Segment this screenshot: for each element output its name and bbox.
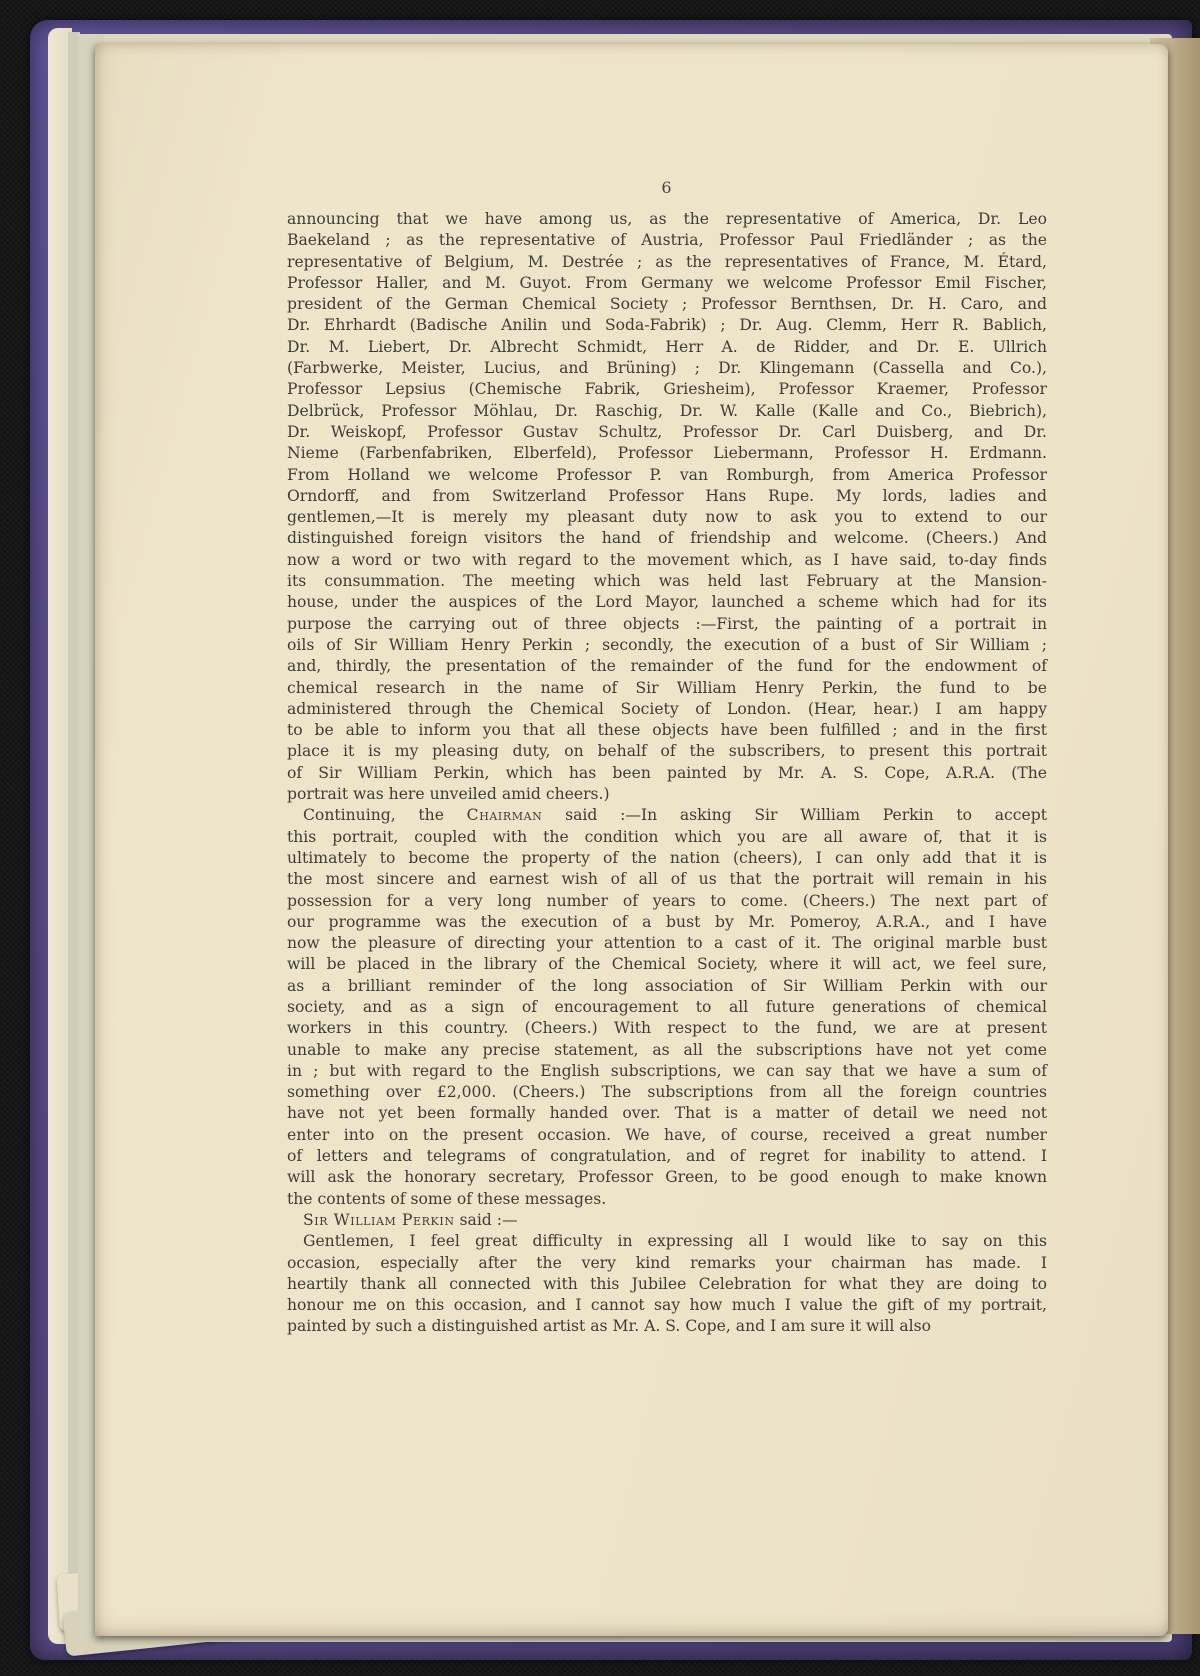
text-line: distinguished foreign visitors the hand of friendship and welcome. (Cheers.) And — [287, 529, 1047, 548]
text-line: purpose the carrying out of three objects :—First, the painting of a portrait in — [287, 614, 1047, 633]
text-line: Nieme (Farbenfabriken, Elberfeld), Professor Liebermann, Professor H. Erdmann. — [287, 444, 1047, 463]
text-line: president of the German Chemical Society ; Professor Bernthsen, Dr. H. Caro, and — [287, 295, 1047, 314]
text-line: will ask the honorary secretary, Professor Green, to be good enough to make known — [287, 1168, 1047, 1187]
text-line: to be able to inform you that all these objects have been fulfilled ; and in the first — [287, 721, 1047, 740]
text-line: of Sir William Perkin, which has been painted by Mr. A. S. Cope, A.R.A. (The — [287, 763, 1047, 782]
text-line: place it is my pleasing duty, on behalf of the subscribers, to present this portrait — [287, 742, 1047, 761]
text-line: chemical research in the name of Sir William Henry Perkin, the fund to be — [287, 678, 1047, 697]
text-line: From Holland we welcome Professor P. van Romburgh, from America Professor — [287, 465, 1047, 484]
page-number: 6 — [661, 178, 673, 197]
text-line: enter into on the present occasion. We have, of course, received a great number — [287, 1125, 1047, 1144]
text-line: portrait was here unveiled amid cheers.) — [287, 785, 610, 804]
text-line: announcing that we have among us, as the representative of America, Dr. Leo — [287, 210, 1047, 228]
text-line — [287, 1210, 1047, 1231]
text-line: Dr. M. Liebert, Dr. Albrecht Schmidt, Herr A. de Ridder, and Dr. E. Ullrich — [287, 337, 1047, 356]
text-line: as a brilliant reminder of the long association of Sir William Perkin with our — [287, 976, 1047, 995]
text-line: the contents of some of these messages. — [287, 1189, 607, 1208]
text-line: Delbrück, Professor Möhlau, Dr. Raschig, Dr. W. Kalle (Kalle and Co., Biebrich), — [287, 401, 1047, 420]
text-line: will be placed in the library of the Chemical Society, where it will act, we feel sure, — [287, 955, 1047, 974]
text-line: Gentlemen, I feel great difficulty in expressing all I would like to say on this — [303, 1232, 1047, 1251]
text-line: occasion, especially after the very kind remarks your chairman has made. I — [287, 1253, 1047, 1272]
text-line: gentlemen,—It is merely my pleasant duty now to ask you to extend to our — [287, 508, 1047, 527]
text-line: of letters and telegrams of congratulation, and of regret for inability to attend. I — [287, 1147, 1047, 1166]
text-line: the most sincere and earnest wish of all of us that the portrait will remain in his — [287, 870, 1047, 889]
text-line: painted by such a distinguished artist as Mr. A. S. Cope, and I am sure it will also — [287, 1317, 932, 1336]
text-line: in ; but with regard to the English subscriptions, we can say that we have a sum of — [287, 1061, 1047, 1080]
text-line: Baekeland ; as the representative of Austria, Professor Paul Friedländer ; as the — [287, 231, 1047, 250]
text-line: have not yet been formally handed over. That is a matter of detail we need not — [287, 1104, 1047, 1123]
text-line: now the pleasure of directing your attention to a cast of it. The original marble bust — [287, 934, 1047, 953]
text-line: Dr. Ehrhardt (Badische Anilin und Soda-Fabrik) ; Dr. Aug. Clemm, Herr R. Bablich, — [287, 316, 1047, 335]
text-line: our programme was the execution of a bust by Mr. Pomeroy, A.R.A., and I have — [287, 912, 1047, 931]
text-line: Professor Haller, and M. Guyot. From Germany we welcome Professor Emil Fischer, — [287, 273, 1047, 292]
text-line: Dr. Weiskopf, Professor Gustav Schultz, Professor Dr. Carl Duisberg, and Dr. — [287, 422, 1047, 441]
text-line: something over £2,000. (Cheers.) The subscriptions from all the foreign countries — [287, 1083, 1047, 1102]
book-page — [95, 44, 1168, 1636]
text-segment: Continuing, the — [303, 806, 467, 825]
text-line: Orndorff, and from Switzerland Professor Hans Rupe. My lords, ladies and — [287, 486, 1047, 505]
text-line: oils of Sir William Henry Perkin ; secondly, the execution of a bust of Sir William ; — [287, 635, 1047, 654]
text-segment: said :—In asking Sir William Perkin to accept — [542, 806, 1047, 825]
text-line — [287, 805, 1047, 826]
text-block — [287, 209, 1047, 1338]
small-caps-text: Sir William Perkin — [303, 1210, 455, 1229]
text-line: workers in this country. (Cheers.) With respect to the fund, we are at present — [287, 1019, 1047, 1038]
text-line: and, thirdly, the presentation of the remainder of the fund for the endowment of — [287, 657, 1047, 676]
text-line: (Farbwerke, Meister, Lucius, and Brüning) ; Dr. Klingemann (Cassella and Co.), — [287, 359, 1047, 378]
text-line: administered through the Chemical Society of London. (Hear, hear.) I am happy — [287, 699, 1047, 718]
small-caps-text: Chairman — [466, 806, 543, 825]
text-line: its consummation. The meeting which was held last February at the Mansion- — [287, 572, 1047, 591]
text-line: possession for a very long number of years to come. (Cheers.) The next part of — [287, 891, 1047, 910]
text-line: honour me on this occasion, and I cannot say how much I value the gift of my portrait, — [287, 1296, 1047, 1315]
text-line: ultimately to become the property of the nation (cheers), I can only add that it is — [287, 848, 1047, 867]
text-line: society, and as a sign of encouragement to all future generations of chemical — [287, 997, 1047, 1016]
text-line: unable to make any precise statement, as all the subscriptions have not yet come — [287, 1040, 1047, 1059]
text-line: house, under the auspices of the Lord Mayor, launched a scheme which had for its — [287, 593, 1047, 612]
text-line: this portrait, coupled with the condition which you are all aware of, that it is — [287, 827, 1047, 846]
text-line: Professor Lepsius (Chemische Fabrik, Griesheim), Professor Kraemer, Professor — [287, 380, 1047, 399]
text-line: representative of Belgium, M. Destrée ; as the representatives of France, M. Étard, — [287, 252, 1047, 271]
text-line: heartily thank all connected with this Jubilee Celebration for what they are doing to — [287, 1274, 1047, 1293]
text-line: now a word or two with regard to the movement which, as I have said, to-day finds — [287, 550, 1047, 569]
text-segment: said :— — [454, 1210, 518, 1229]
